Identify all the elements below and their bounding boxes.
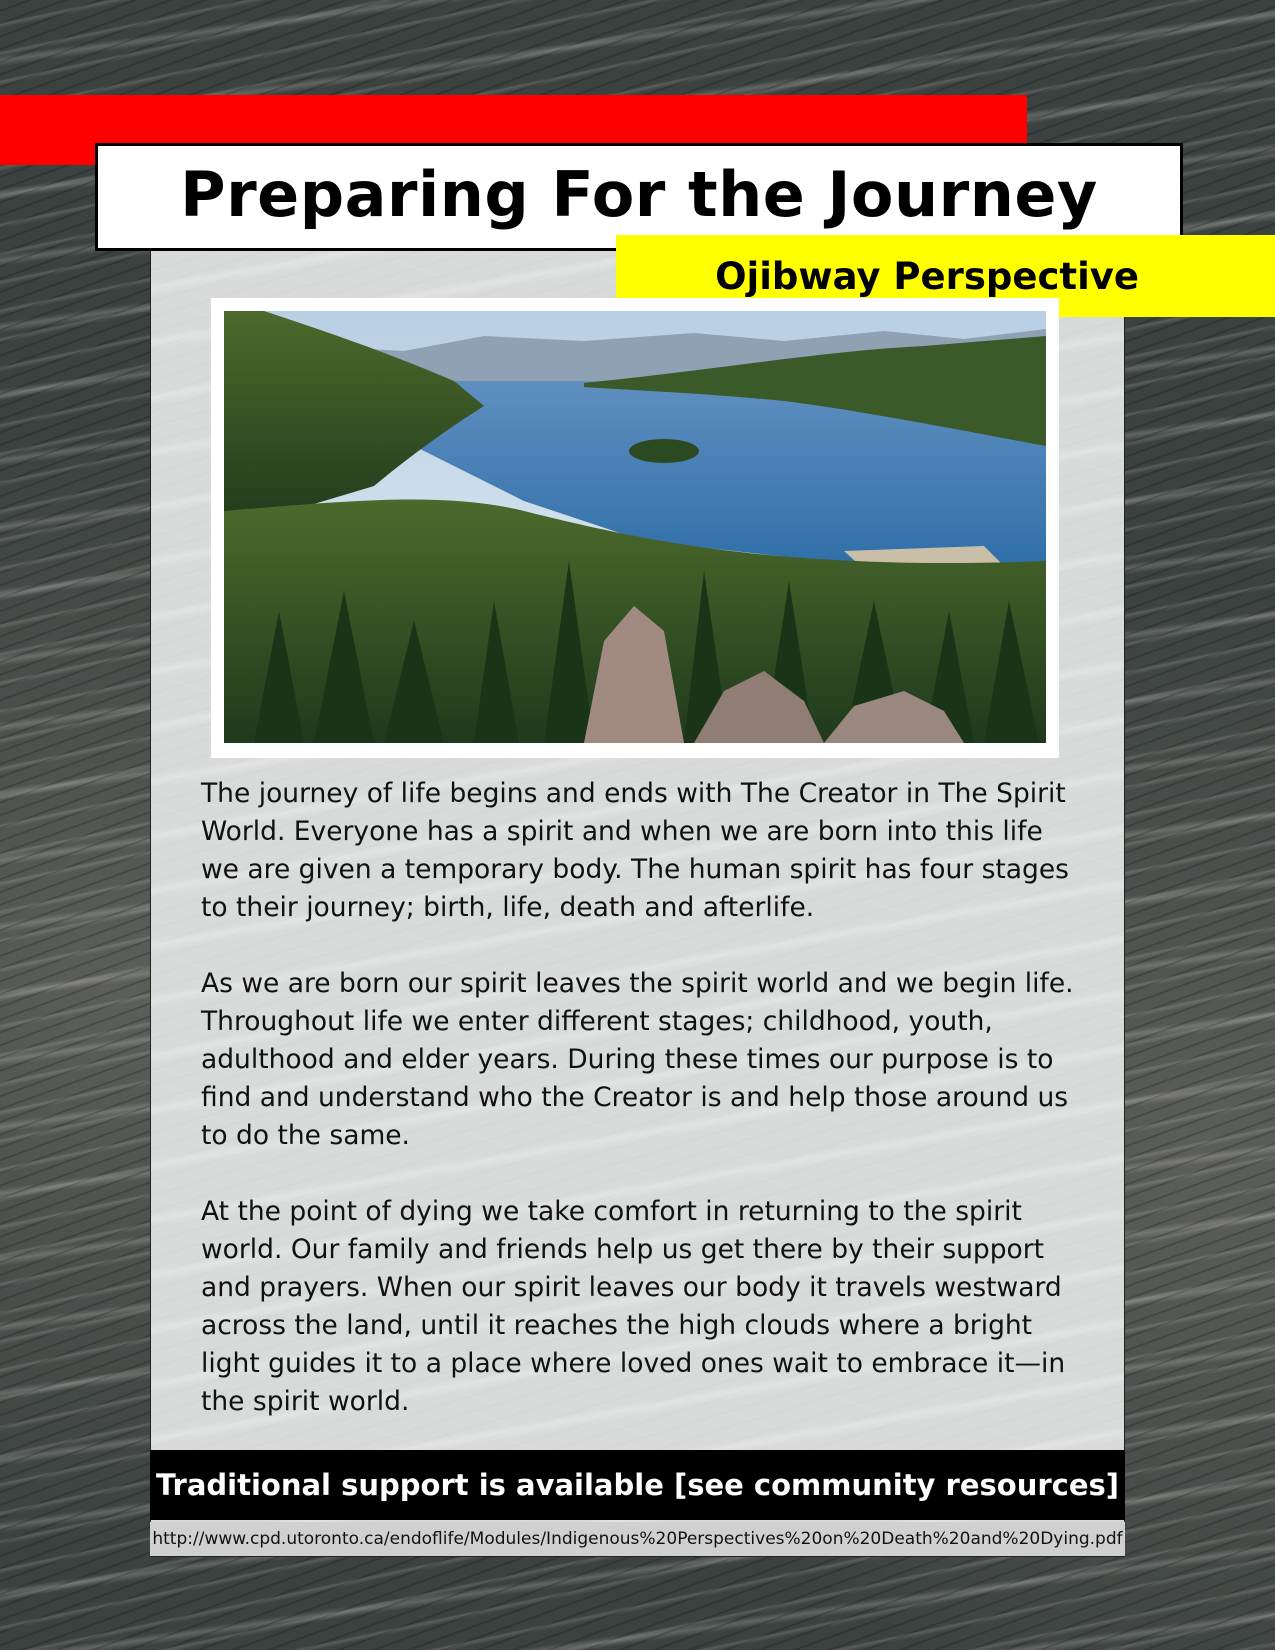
support-text: Traditional support is available [see community resources] [155,1468,1120,1502]
source-url[interactable]: http://www.cpd.utoronto.ca/endoflife/Modules/Indigenous%20Perspectives%20on%20Death%20and%20Dying.pdf [152,1529,1123,1549]
source-url-bar [150,1522,1125,1556]
page-title: Preparing For the Journey [180,158,1098,231]
paragraph-2: As we are born our spirit leaves the spirit world and we begin life. Throughout life we enter different stages; childhood, youth, adulthood and elder years. During these times our purpose is to find and understand who the Creator is and help those around us to do the same. [201,968,1074,1151]
paragraph-3: At the point of dying we take comfort in returning to the spirit world. Our family and friends help us get there by their support and prayers. When our spirit leaves our body it travels westward across the land, until it reaches the high clouds where a bright light guides it to a place where loved ones wait to embrace it—in the spirit world. [201,1196,1066,1417]
support-banner [150,1450,1125,1520]
lake-forest-landscape-image [224,311,1046,743]
paragraph-1: The journey of life begins and ends with The Creator in The Spirit World. Everyone has a spirit and when we are born into this life we are given a temporary body. The human spirit has four stages to their journey; birth, life, death and afterlife. [201,778,1069,923]
body-text [201,775,1081,1459]
photo-frame [211,298,1059,758]
page-subtitle: Ojibway Perspective [715,254,1139,298]
